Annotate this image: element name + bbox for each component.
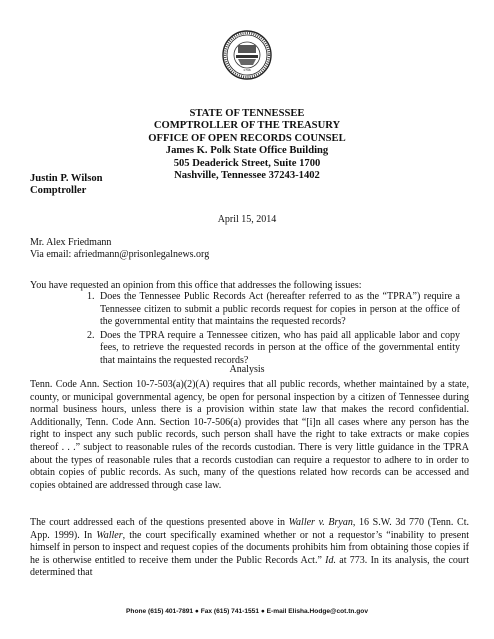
letterhead-office: OFFICE OF OPEN RECORDS COUNSEL xyxy=(148,132,346,144)
letterhead-state: STATE OF TENNESSEE xyxy=(189,108,305,119)
issues-list xyxy=(87,291,460,369)
paragraph-case-law xyxy=(30,517,469,580)
para-text: The court addressed each of the questions presented above in xyxy=(30,517,289,528)
letterhead-building: James K. Polk State Office Building xyxy=(165,145,329,157)
svg-text:1796: 1796 xyxy=(243,68,251,72)
list-item xyxy=(87,291,460,329)
footer-contact: Phone (615) 401-7891 ● Fax (615) 741-1551 ● E-mail Elisha.Hodge@cot.tn.gov xyxy=(126,608,368,615)
letterhead-street: 505 Deaderick Street, Suite 1700 xyxy=(173,157,321,169)
signer-title: Comptroller xyxy=(30,185,87,197)
list-item-text: Does the Tennessee Public Records Act (hereafter referred to as the “TPRA”) require a Tennessee citizen to submit a public records request for copies in person at the office of the governmental entity that maintains the requested records? xyxy=(100,291,460,328)
signer-block xyxy=(30,173,103,198)
state-seal-logo xyxy=(222,30,272,80)
letterhead xyxy=(0,108,494,182)
signer-name: Justin P. Wilson xyxy=(30,173,103,184)
paragraph-statutes: Tenn. Code Ann. Section 10-7-503(a)(2)(A) requires that all public records, whether maintained by a state, county, or municipal governmental agency, be open for personal inspection by a citizen of Tennessee during normal business hours, unless there is a provision within state law that makes the record confidential. Additionally, Tenn. Code Ann. Section 10-7-506(a) provides that “[i]n all cases where any person has the right to inspect any such public records, such person shall have the right to take extracts or make copies thereof . . .” subject to reasonable rules of the records custodian. There is very little guidance in the TPRA about the types of reasonable rules that a records custodian can require a requestor to adhere to in order to obtain copies of public records. As such, many of the questions related how records can be accessed and copies obtained are addressed through case law. xyxy=(30,379,469,491)
recipient-block xyxy=(30,237,209,262)
case-citation: Waller xyxy=(96,529,123,541)
intro-sentence: You have requested an opinion from this office that addresses the following issues: xyxy=(30,280,362,291)
id-citation: Id. xyxy=(325,554,337,566)
letter-date: April 15, 2014 xyxy=(217,214,277,225)
recipient-email: Via email: afriedmann@prisonlegalnews.org xyxy=(30,249,210,261)
letterhead-city: Nashville, Tennessee 37243-1402 xyxy=(174,170,320,182)
analysis-heading: Analysis xyxy=(229,364,265,375)
case-citation: Waller v. Bryan xyxy=(288,517,353,528)
para-text: at 773. In its analysis, the court determined that xyxy=(30,554,469,579)
letterhead-comptroller: COMPTROLLER OF THE TREASURY xyxy=(153,120,341,132)
para-text: , 16 S.W. 3d 770 (Tenn. Ct. App. 1999). In xyxy=(30,517,469,541)
para-text: , the court specifically examined whether or not a requestor’s “inability to present himself in person to inspect and request copies of the documents prohibits him from obtaining those copies if he is otherwise entitled to receive them under the Public Records Act.” xyxy=(30,529,469,566)
list-item xyxy=(87,329,460,368)
list-item-number: 2. xyxy=(87,329,95,341)
list-item-number: 1. xyxy=(87,291,95,302)
list-item-text: Does the TPRA require a Tennessee citizen, who has paid all applicable labor and copy fees, to retrieve the requested records in person at the office of the governmental entity that maintains the requested records? xyxy=(100,329,460,366)
recipient-name: Mr. Alex Friedmann xyxy=(30,237,112,248)
